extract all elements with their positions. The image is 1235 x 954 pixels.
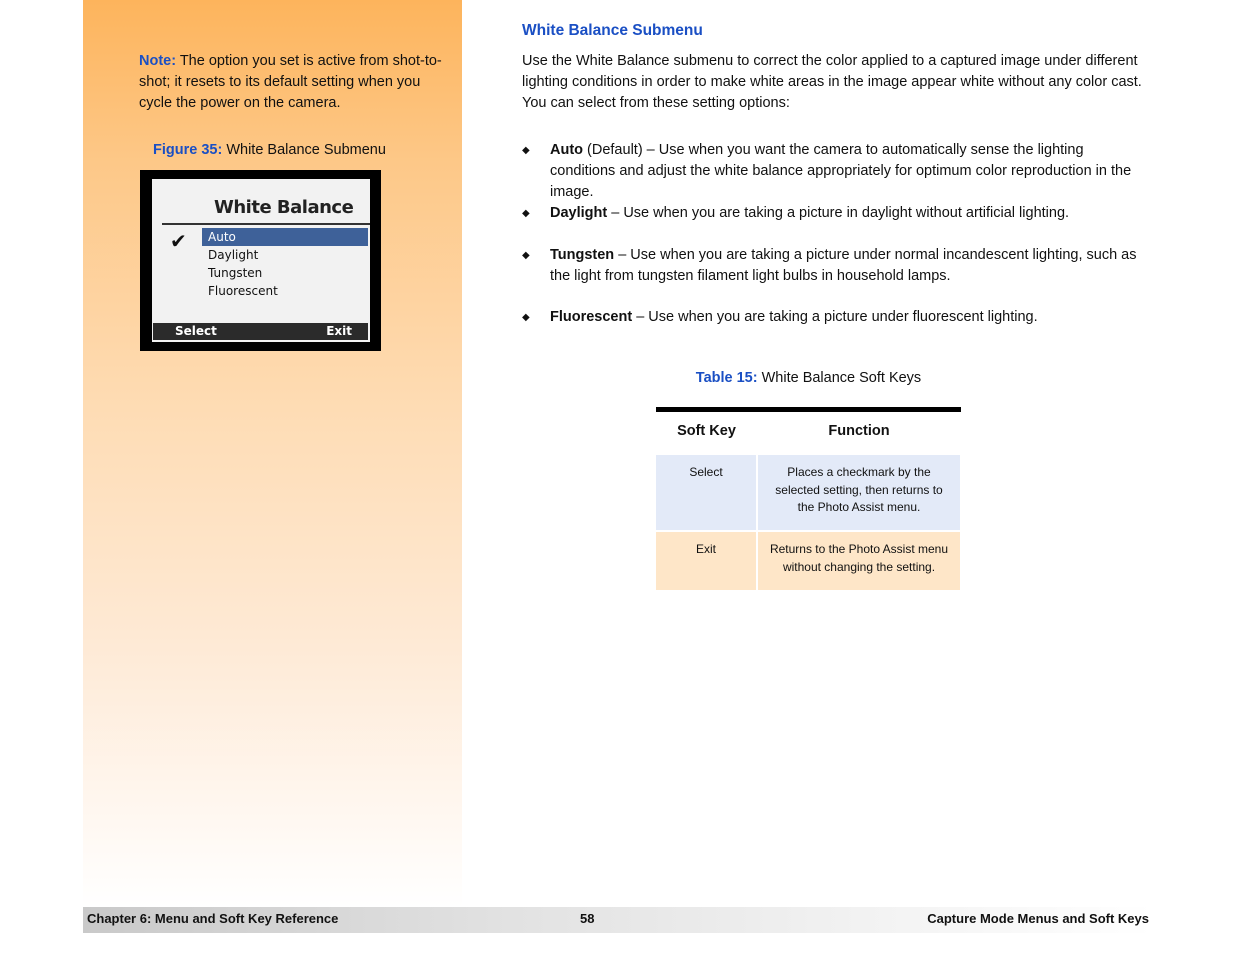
screen-item-tungsten: Tungsten [208,266,263,280]
bullet-diamond-icon: ◆ [522,145,530,156]
section-intro: Use the White Balance submenu to correct the color applied to a captured image under different lighting conditions in order to make white areas in the image appear white without any color cast. You can select from these setting options: [522,53,1142,111]
sidebar-panel [83,0,462,907]
screen-softkey-exit: Exit [326,324,352,338]
camera-screen [152,179,370,342]
screen-item-daylight: Daylight [208,248,259,262]
footer-section: Capture Mode Menus and Soft Keys [927,911,1149,926]
screen-softkey-bar [153,323,368,340]
table-header-row [656,412,961,455]
bullet-diamond-icon: ◆ [522,250,530,261]
checkmark-icon: ✔ [170,229,187,253]
softkey-table [656,407,961,590]
table-caption [656,368,961,389]
table-cell-function: Places a checkmark by the selected setting, then returns to the Photo Assist menu. [758,455,960,530]
table-cell-key: Select [656,455,756,530]
screen-item-fluorescent: Fluorescent [208,284,278,298]
figure-caption-text: White Balance Submenu [222,142,386,158]
page-footer [83,907,1153,933]
screen-divider [162,223,370,225]
option-term: Fluorescent [550,309,633,325]
table-row [656,532,961,590]
section-heading: White Balance Submenu [522,22,703,39]
table-cell-key: Exit [656,532,756,590]
table-header-function: Function [828,423,890,439]
footer-chapter: Chapter 6: Menu and Soft Key Reference [87,911,339,926]
option-term: Tungsten [550,247,615,263]
figure-label: Figure 35: [153,142,223,158]
option-auto [522,140,1152,203]
screen-item-auto: Auto [202,228,368,246]
screen-title: White Balance [214,197,354,218]
table-label: Table 15: [695,370,758,386]
note-label: Note: [139,53,177,69]
option-term: Auto [550,142,584,158]
bullet-diamond-icon: ◆ [522,312,530,323]
camera-screen-figure [140,170,381,351]
option-desc: (Default) – Use when you want the camera to automatically sense the lighting conditions and adjust the white balance appropriately for optimum color reproduction in the image. [550,142,1132,200]
table-header-softkey: Soft Key [677,423,736,439]
table-row [656,455,961,530]
table-caption-text: White Balance Soft Keys [757,370,922,386]
screen-softkey-select: Select [175,324,217,338]
footer-page-number: 58 [580,911,595,926]
option-term: Daylight [550,205,608,221]
note-text [139,51,444,114]
option-desc: – Use when you are taking a picture in daylight without artificial lighting. [607,205,1070,221]
option-fluorescent [522,307,1152,328]
figure-caption [153,140,386,161]
option-desc: – Use when you are taking a picture under fluorescent lighting. [632,309,1038,325]
option-desc: – Use when you are taking a picture under normal incandescent lighting, such as the light from tungsten filament light bulbs in household lamps. [550,247,1137,284]
bullet-diamond-icon: ◆ [522,208,530,219]
option-tungsten [522,245,1152,287]
table-cell-function: Returns to the Photo Assist menu without changing the setting. [758,532,960,590]
note-body: The option you set is active from shot-to-shot; it resets to its default setting when you cycle the power on the camera. [139,53,442,111]
option-daylight [522,203,1152,224]
